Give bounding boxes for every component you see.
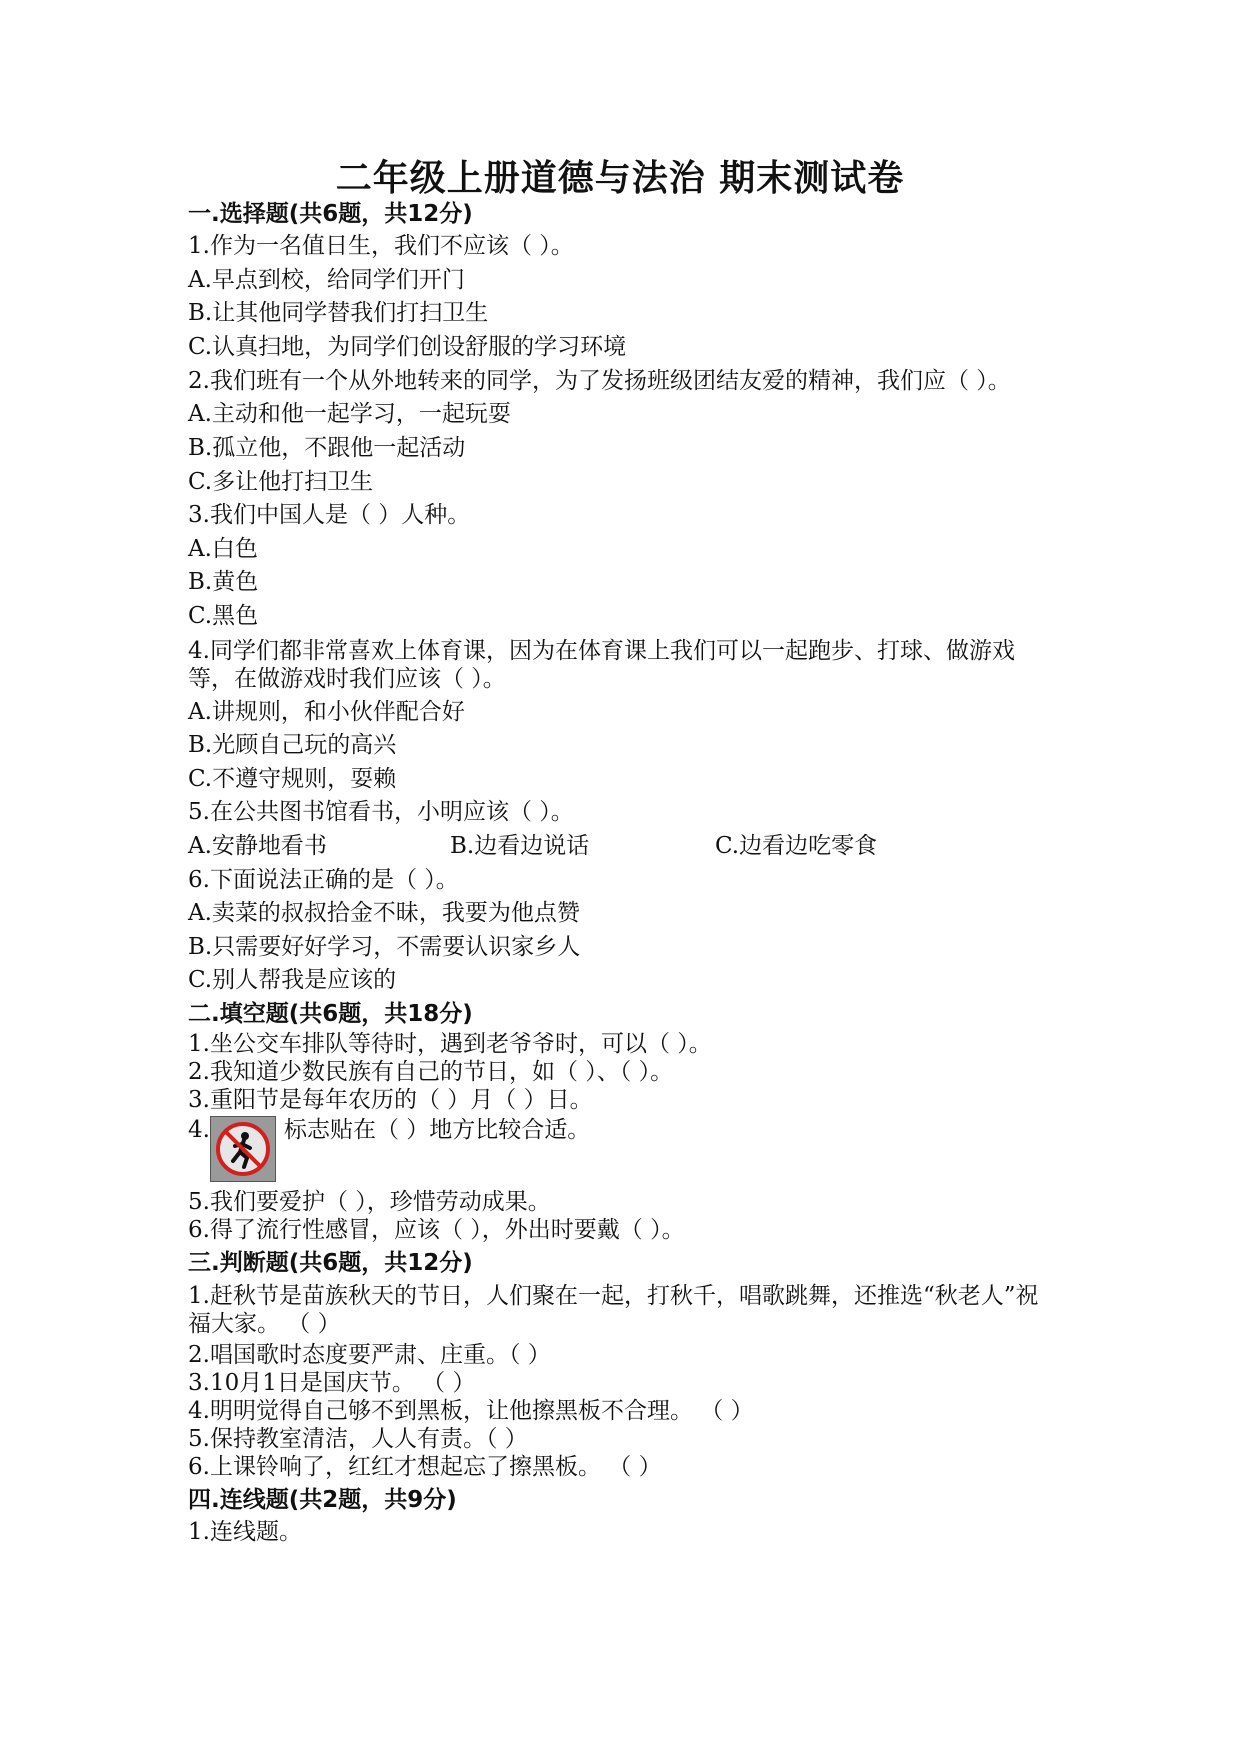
option-a: A.白色 [188,535,258,562]
question-text: 2.我知道少数民族有自己的节日，如（ ）、（ ）。 [188,1058,674,1085]
option-row [188,830,1048,864]
option-a: A.安静地看书 [188,832,327,859]
option-a: A.早点到校，给同学们开门 [188,266,465,293]
option-c: C.黑色 [188,602,259,629]
option-c: C.不遵守规则，耍赖 [188,765,397,792]
question-text: 1.作为一名值日生，我们不应该（ ）。 [188,233,574,259]
section-heading-match: 四.连线题(共2题，共9分) [188,1486,457,1513]
question-text: 6.上课铃响了，红红才想起忘了擦黑板。 （ ） [188,1453,662,1480]
question-with-sign [188,1114,1048,1188]
question-text: 2.唱国歌时态度要严肃、庄重。（ ） [188,1341,551,1368]
question-text: 6.下面说法正确的是（ ）。 [188,866,459,893]
option-a: A.主动和他一起学习，一起玩耍 [188,401,511,428]
question-text: 标志贴在（ ）地方比较合适。 [284,1116,591,1143]
option-c: C.认真扫地，为同学们创设舒服的学习环境 [188,333,627,360]
question-text: 1.连线题。 [188,1518,302,1545]
page-title: 二年级上册道德与法治 期末测试卷 [335,158,905,199]
question-text: 5.在公共图书馆看书，小明应该（ ）。 [188,799,574,826]
question-text: 1.赶秋节是苗族秋天的节日，人们聚在一起，打秋千，唱歌跳舞，还推选“秋老人”祝福大家。 （ ） [188,1282,1039,1337]
question-number: 4. [188,1116,210,1143]
option-c: C.别人帮我是应该的 [188,967,397,994]
section-heading-fill: 二.填空题(共6题，共18分) [188,1000,473,1027]
question-text: 3.10月1日是国庆节。 （ ） [188,1369,476,1396]
question-text: 1.坐公交车排队等待时，遇到老爷爷时，可以（ ）。 [188,1030,712,1057]
question-text: 2.我们班有一个从外地转来的同学，为了发扬班级团结友爱的精神，我们应（ ）。 [188,368,1011,395]
no-running-icon [210,1116,276,1182]
question-text: 5.保持教室清洁，人人有责。（ ） [188,1425,528,1452]
question-text: 3.重阳节是每年农历的（ ）月（ ）日。 [188,1086,593,1113]
exam-content [188,198,1048,1549]
option-b: B.边看边说话 [450,832,590,859]
question-text: 6.得了流行性感冒，应该（ ），外出时要戴（ ）。 [188,1216,685,1243]
option-a: A.讲规则，和小伙伴配合好 [188,698,465,725]
option-b: B.只需要好好学习，不需要认识家乡人 [188,933,581,960]
option-b: B.黄色 [188,569,259,596]
section-heading-judge: 三.判断题(共6题，共12分) [188,1249,473,1276]
section-heading-choice: 一.选择题(共6题，共12分) [188,201,473,227]
question-text: 4.明明觉得自己够不到黑板，让他擦黑板不合理。 （ ） [188,1397,754,1424]
question-text: 3.我们中国人是（ ）人种。 [188,502,471,529]
option-b: B.让其他同学替我们打扫卫生 [188,300,489,327]
option-b: B.光顾自己玩的高兴 [188,732,397,759]
option-a: A.卖菜的叔叔拾金不昧，我要为他点赞 [188,900,580,927]
option-c: C.多让他打扫卫生 [188,468,374,495]
option-c: C.边看边吃零食 [715,832,878,859]
question-text: 4.同学们都非常喜欢上体育课，因为在体育课上我们可以一起跑步、打球、做游戏等，在做游戏时我们应该（ ）。 [188,637,1015,692]
question-text: 5.我们要爱护（ ），珍惜劳动成果。 [188,1188,551,1215]
option-b: B.孤立他，不跟他一起活动 [188,434,466,461]
